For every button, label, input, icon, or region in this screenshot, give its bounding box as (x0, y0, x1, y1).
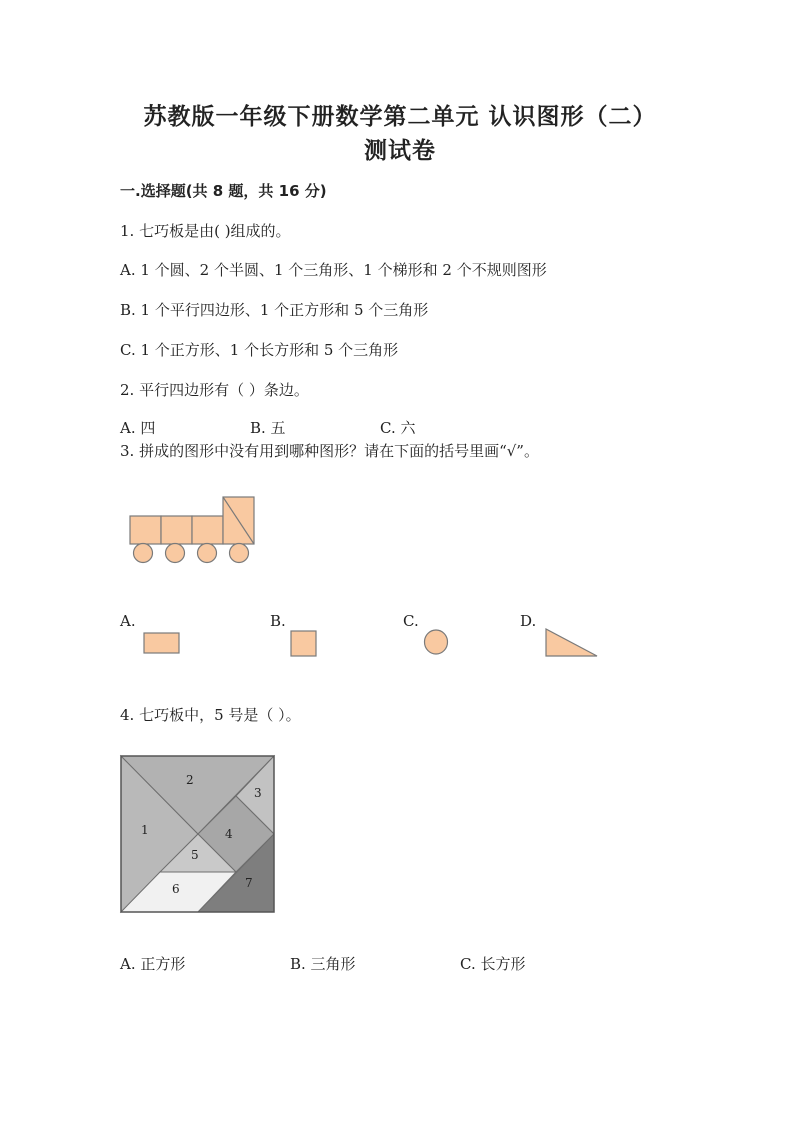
question-3-option-a[interactable]: A. (120, 612, 136, 630)
page-subtitle: 测试卷 (364, 138, 436, 164)
tangram-label-4: 4 (225, 827, 233, 841)
question-2-option-c[interactable]: C. 六 (380, 419, 416, 437)
question-4-option-a[interactable]: A. 正方形 (120, 955, 186, 973)
question-1-text: 1. 七巧板是由( )组成的。 (120, 222, 291, 240)
question-4-option-c[interactable]: C. 长方形 (460, 955, 526, 973)
question-2-option-a[interactable]: A. 四 (120, 419, 156, 437)
question-2-text: 2. 平行四边形有（ ）条边。 (120, 381, 309, 399)
question-2-option-b[interactable]: B. 五 (250, 419, 286, 437)
tangram-label-3: 3 (254, 786, 262, 800)
question-1-option-b[interactable]: B. 1 个平行四边形、1 个正方形和 5 个三角形 (120, 301, 429, 319)
section-heading: 一.选择题(共 8 题，共 16 分) (120, 182, 327, 200)
question-1-option-a[interactable]: A. 1 个圆、2 个半圆、1 个三角形、1 个梯形和 2 个不规则图形 (120, 261, 547, 279)
question-3-option-c[interactable]: C. (403, 612, 419, 630)
tangram-label-1: 1 (141, 823, 149, 837)
question-3-text: 3. 拼成的图形中没有用到哪种图形？请在下面的括号里画“√”。 (120, 442, 539, 460)
question-4-text: 4. 七巧板中，5 号是（ ）。 (120, 706, 301, 724)
question-3-option-d[interactable]: D. (520, 612, 537, 630)
question-1-option-c[interactable]: C. 1 个正方形、1 个长方形和 5 个三角形 (120, 341, 399, 359)
tangram-label-7: 7 (245, 876, 253, 890)
tangram-label-2: 2 (186, 773, 194, 787)
question-3-option-b[interactable]: B. (270, 612, 286, 630)
question-4-option-b[interactable]: B. 三角形 (290, 955, 356, 973)
tangram-label-5: 5 (191, 848, 199, 862)
page-title: 苏教版一年级下册数学第二单元 认识图形（二） (143, 104, 657, 130)
tangram-label-6: 6 (172, 882, 180, 896)
